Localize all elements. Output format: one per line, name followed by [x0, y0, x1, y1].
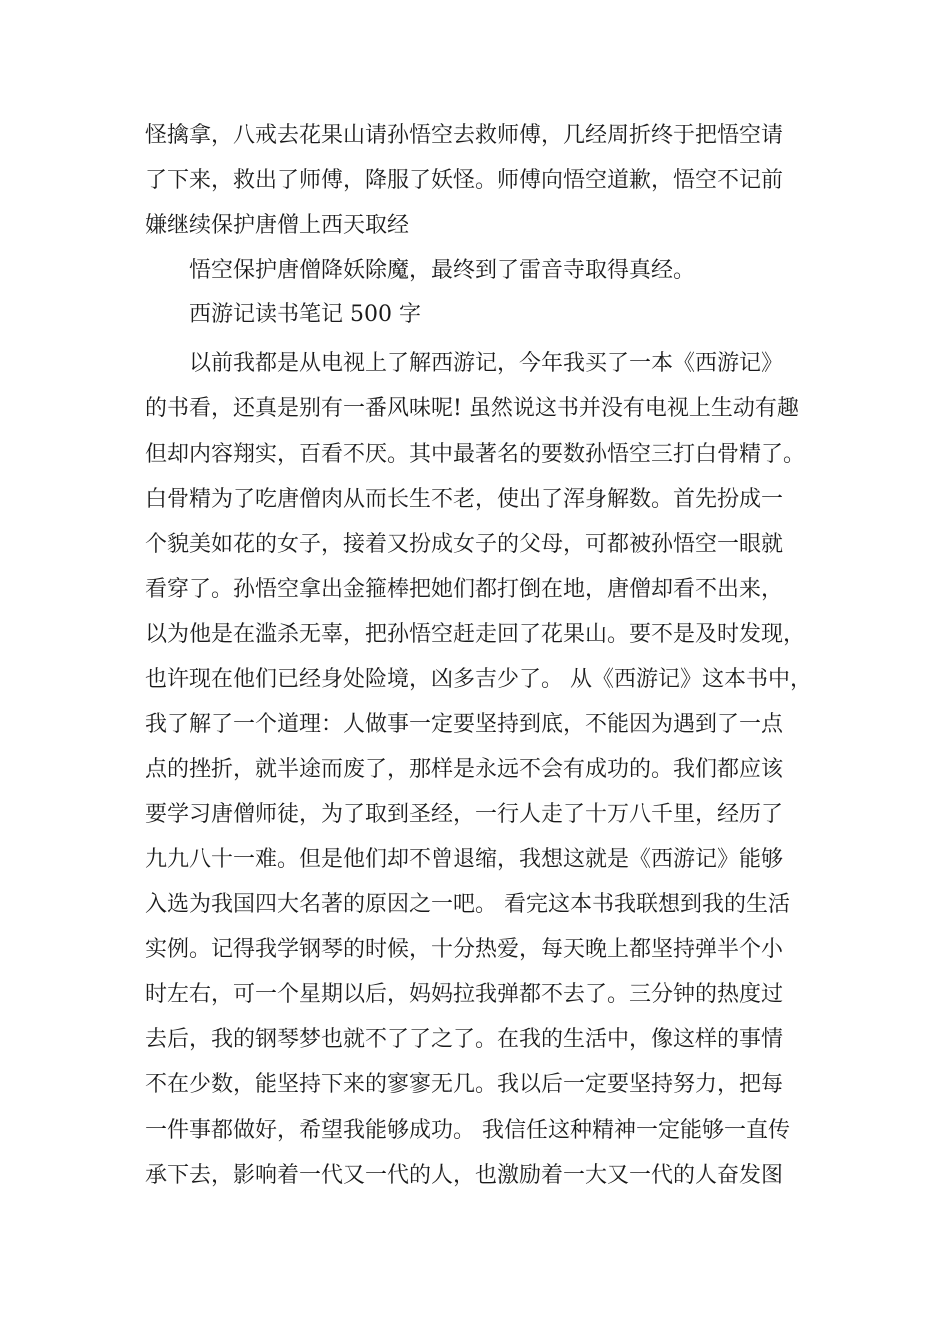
text-line: 也许现在他们已经身处险境，凶多吉少了。 从《西游记》这本书中， [145, 667, 812, 692]
text-line: 不在少数，能坚持下来的寥寥无几。我以后一定要坚持努力，把每 [145, 1072, 784, 1097]
text-line: 去后，我的钢琴梦也就不了了之了。在我的生活中，像这样的事情 [145, 1027, 784, 1052]
text-line: 要学习唐僧师徒，为了取到圣经，一行人走了十万八千里，经历了 [145, 802, 784, 827]
section-heading: 西游记读书笔记 500 字 [189, 302, 421, 327]
text-line: 了下来，救出了师傅，降服了妖怪。师傅向悟空道歉，悟空不记前 [145, 168, 784, 193]
text-line: 九九八十一难。但是他们却不曾退缩，我想这就是《西游记》能够 [145, 847, 784, 872]
text-line: 看穿了。孙悟空拿出金箍棒把她们都打倒在地，唐僧却看不出来， [145, 577, 784, 602]
text-line: 一件事都做好，希望我能够成功。 我信任这种精神一定能够一直传 [145, 1118, 790, 1143]
text-line: 点的挫折，就半途而废了，那样是永远不会有成功的。我们都应该 [145, 757, 784, 782]
text-line: 实例。记得我学钢琴的时候，十分热爱，每天晚上都坚持弹半个小 [145, 937, 784, 962]
text-line: 以为他是在滥杀无辜，把孙悟空赶走回了花果山。要不是及时发现， [145, 622, 806, 647]
text-line: 悟空保护唐僧降妖除魔，最终到了雷音寺取得真经。 [189, 258, 696, 283]
text-line: 的书看，还真是别有一番风味呢! 虽然说这书并没有电视上生动有趣 [145, 396, 799, 421]
text-line: 但却内容翔实，百看不厌。其中最著名的要数孙悟空三打白骨精了。 [145, 442, 806, 467]
text-line: 入选为我国四大名著的原因之一吧。 看完这本书我联想到我的生活 [145, 892, 790, 917]
text-line: 嫌继续保护唐僧上西天取经 [145, 213, 410, 238]
text-line: 怪擒拿，八戒去花果山请孙悟空去救师傅，几经周折终于把悟空请 [145, 123, 784, 148]
text-line: 我了解了一个道理：人做事一定要坚持到底，不能因为遇到了一点 [145, 712, 784, 737]
text-line: 以前我都是从电视上了解西游记，今年我买了一本《西游记》 [189, 351, 784, 376]
text-line: 个貌美如花的女子，接着又扮成女子的父母，可都被孙悟空一眼就 [145, 532, 784, 557]
text-line: 承下去，影响着一代又一代的人，也激励着一大又一代的人奋发图 [145, 1163, 784, 1188]
text-line: 白骨精为了吃唐僧肉从而长生不老，使出了浑身解数。首先扮成一 [145, 487, 784, 512]
text-line: 时左右，可一个星期以后，妈妈拉我弹都不去了。三分钟的热度过 [145, 982, 784, 1007]
